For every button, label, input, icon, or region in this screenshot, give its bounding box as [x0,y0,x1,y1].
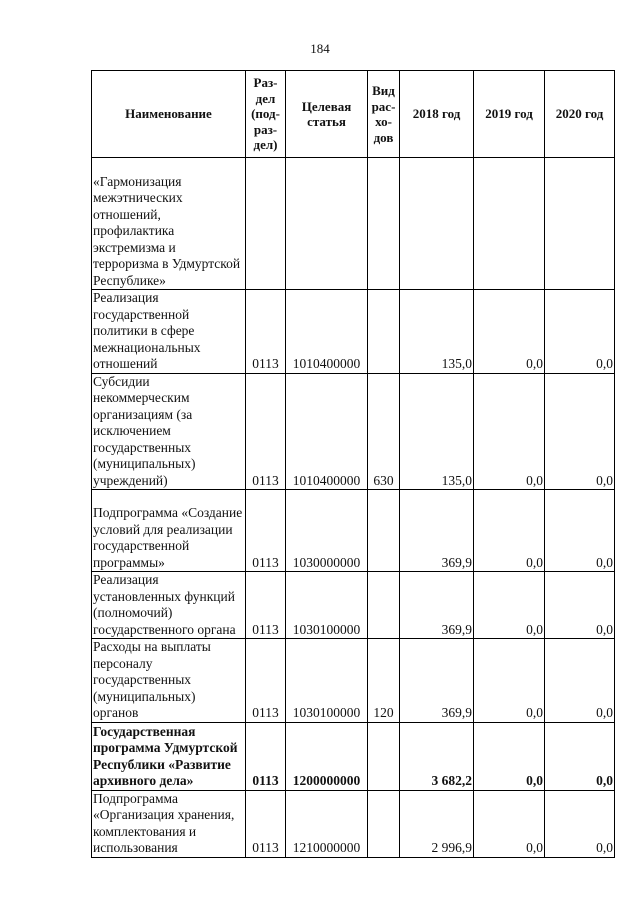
row-name: Подпрограмма «Создание условий для реализации государственной программы» [92,490,246,572]
row-target: 1030100000 [286,572,368,639]
row-type: 120 [368,639,400,723]
header-section: Раз- дел (под- раз- дел) [246,71,286,158]
row-2019: 0,0 [474,572,545,639]
row-2019: 0,0 [474,639,545,723]
row-section: 0113 [246,639,286,723]
row-target: 1200000000 [286,722,368,790]
row-2019: 0,0 [474,790,545,857]
row-name: Подпрограмма «Организация хранения, комплектования и использования [92,790,246,857]
row-name: Государственная программа Удмуртской Республики «Развитие архивного дела» [92,722,246,790]
row-section: 0113 [246,490,286,572]
row-2020: 0,0 [545,722,615,790]
row-2020: 0,0 [545,290,615,374]
row-2018: 369,9 [400,490,474,572]
table-row [92,790,615,857]
row-type [368,790,400,857]
budget-table [91,70,615,858]
row-2019: 0,0 [474,373,545,490]
row-2018: 2 996,9 [400,790,474,857]
row-2020: 0,0 [545,639,615,723]
row-section [246,158,286,290]
header-name: Наименование [92,71,246,158]
row-type [368,722,400,790]
row-2019: 0,0 [474,290,545,374]
row-2018: 3 682,2 [400,722,474,790]
header-2020: 2020 год [545,71,615,158]
row-2019: 0,0 [474,722,545,790]
row-name: «Гармонизация межэтнических отношений, профилактика экстремизма и терроризма в Удмуртской Республике» [92,158,246,290]
row-name: Субсидии некоммерческим организациям (за исключением государственных (муниципальных) учреждений) [92,373,246,490]
row-section: 0113 [246,572,286,639]
header-2018: 2018 год [400,71,474,158]
row-target: 1210000000 [286,790,368,857]
row-2020: 0,0 [545,790,615,857]
row-target: 1010400000 [286,290,368,374]
table-row [92,373,615,490]
table-row [92,722,615,790]
row-target: 1010400000 [286,373,368,490]
row-2020 [545,158,615,290]
row-type [368,490,400,572]
table-row [92,572,615,639]
row-2018: 369,9 [400,572,474,639]
table-row [92,490,615,572]
row-2020: 0,0 [545,373,615,490]
row-type [368,290,400,374]
row-type [368,158,400,290]
row-name: Реализация государственной политики в сфере межнациональных отношений [92,290,246,374]
header-target: Целевая статья [286,71,368,158]
page-number: 184 [310,41,330,56]
table-row [92,158,615,290]
row-section: 0113 [246,790,286,857]
row-target [286,158,368,290]
row-type: 630 [368,373,400,490]
header-row [92,71,615,158]
row-target: 1030000000 [286,490,368,572]
row-2019 [474,158,545,290]
row-name: Реализация установленных функций (полномочий) государственного органа [92,572,246,639]
row-2018: 135,0 [400,373,474,490]
row-type [368,572,400,639]
row-2019: 0,0 [474,490,545,572]
row-2018: 135,0 [400,290,474,374]
row-section: 0113 [246,290,286,374]
header-2019: 2019 год [474,71,545,158]
row-2020: 0,0 [545,572,615,639]
row-section: 0113 [246,373,286,490]
table-row [92,290,615,374]
row-target: 1030100000 [286,639,368,723]
row-2020: 0,0 [545,490,615,572]
header-expense-type: Вид рас- хо- дов [368,71,400,158]
row-2018: 369,9 [400,639,474,723]
table-row [92,639,615,723]
row-2018 [400,158,474,290]
row-section: 0113 [246,722,286,790]
row-name: Расходы на выплаты персоналу государственных (муниципальных) органов [92,639,246,723]
